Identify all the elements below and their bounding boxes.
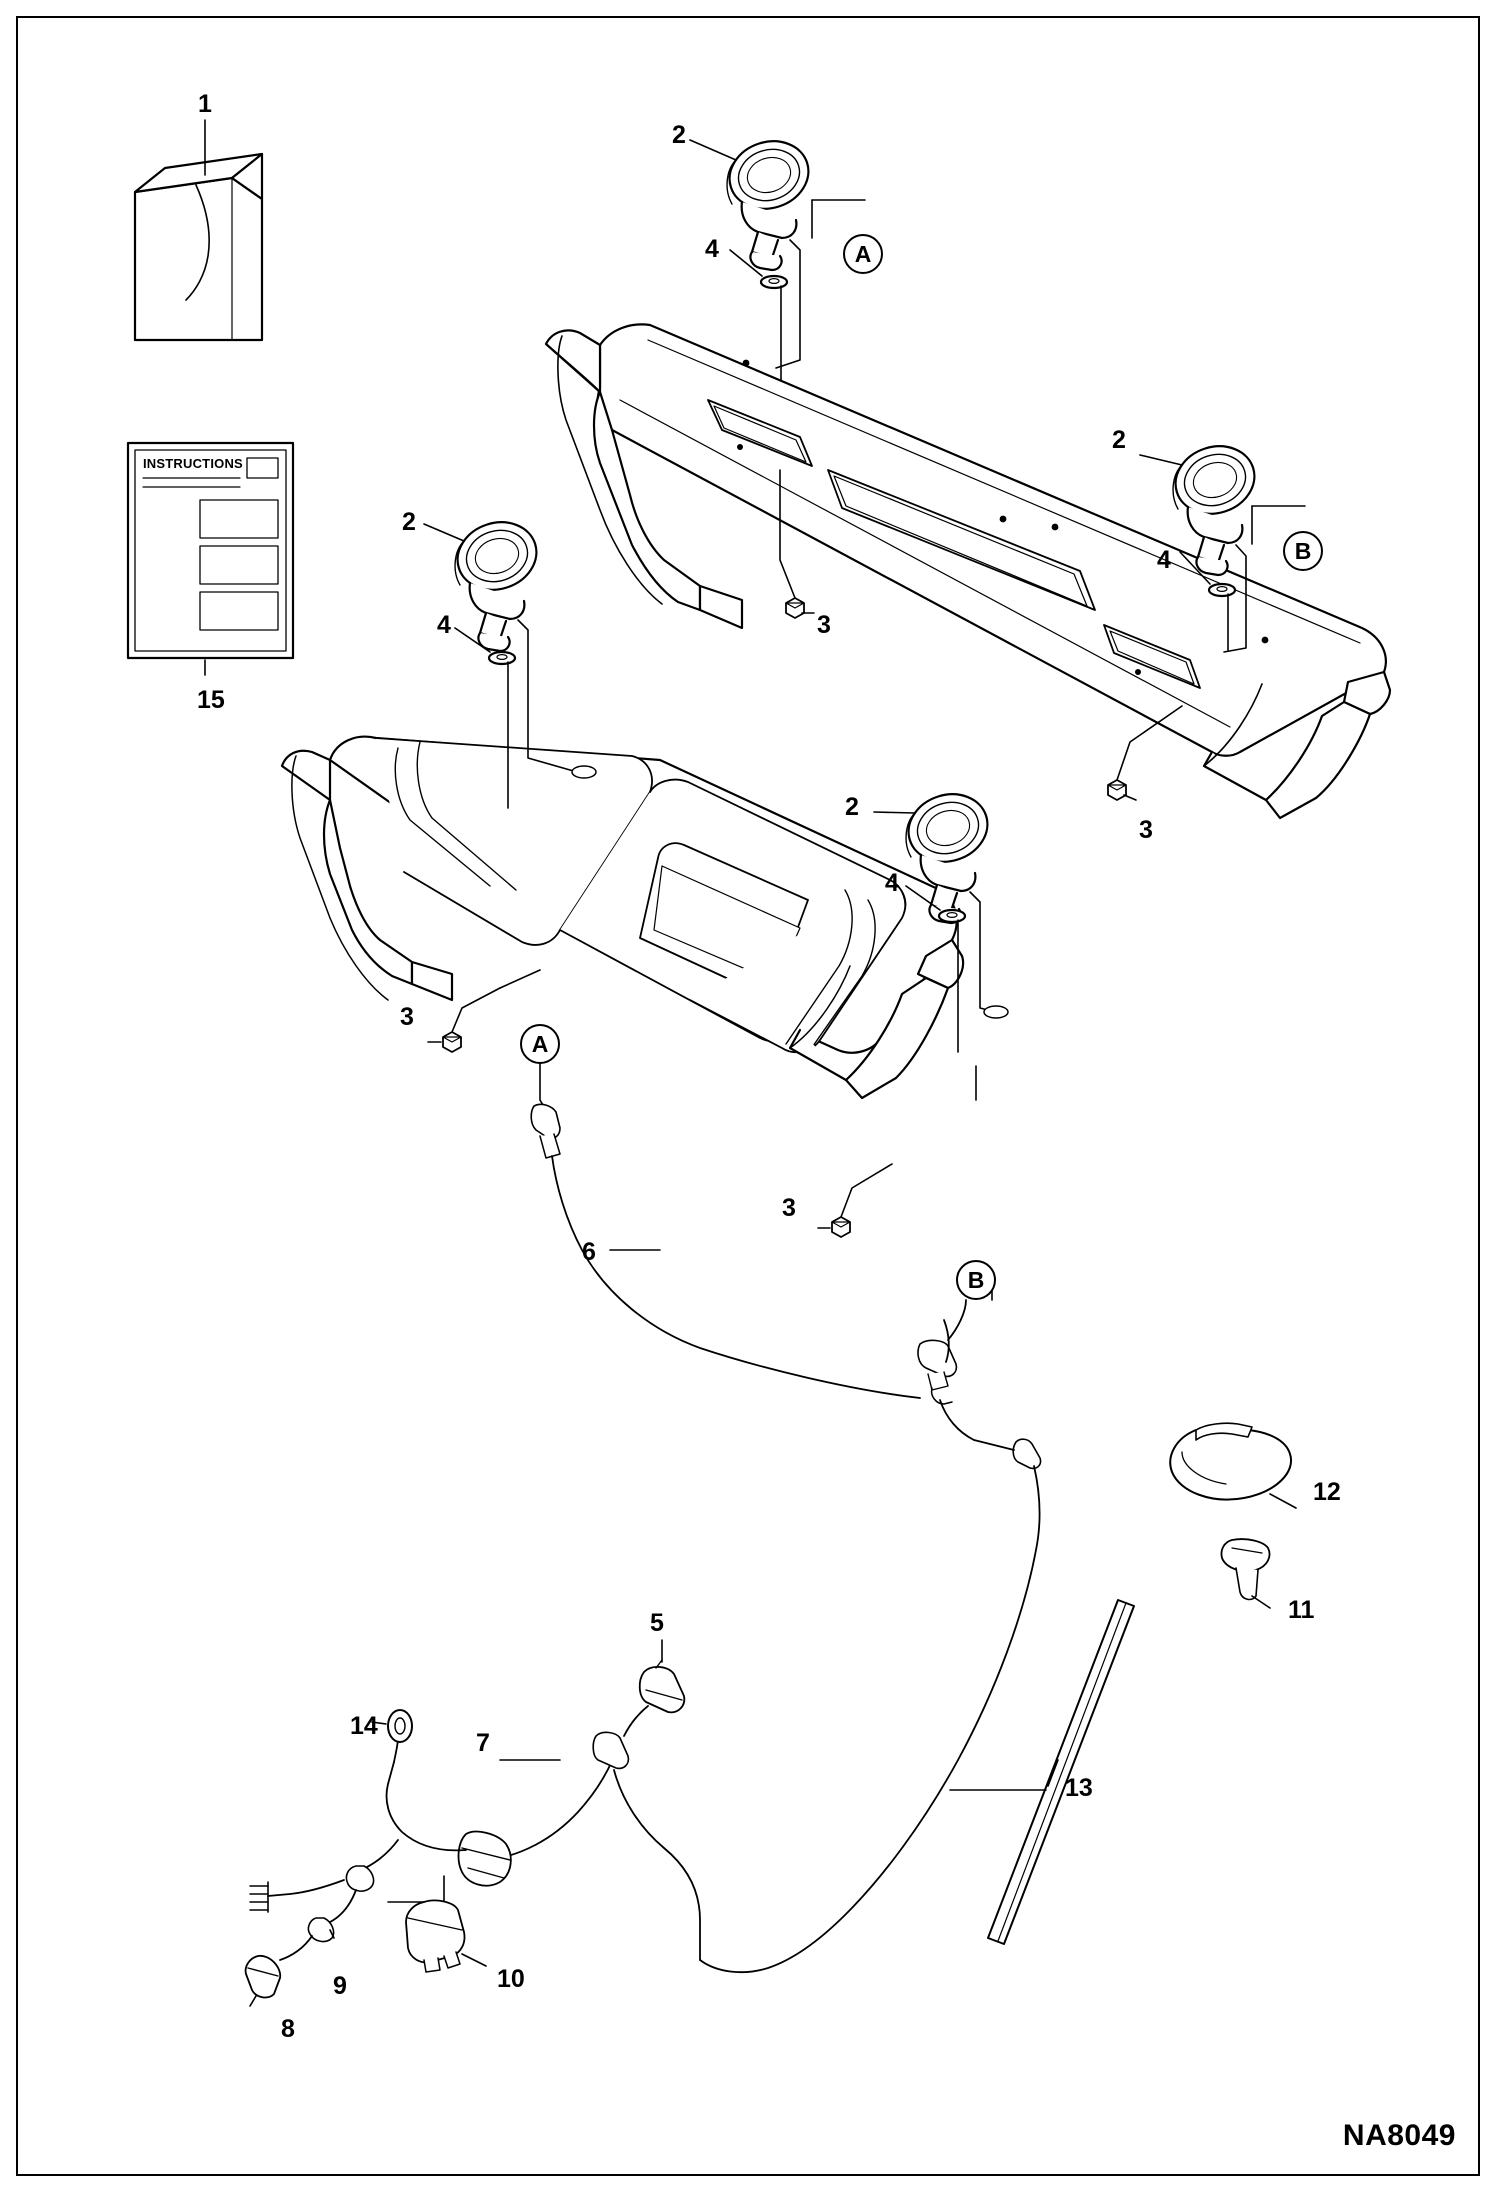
screw xyxy=(1221,1539,1269,1599)
main-connector-block xyxy=(459,1832,511,1886)
fuse xyxy=(246,1956,281,1998)
callout-2-mid-right: 2 xyxy=(845,793,859,821)
callout-4-top-right: 4 xyxy=(1157,546,1171,574)
nut-top-center xyxy=(786,598,804,618)
grommet xyxy=(388,1710,412,1742)
callout-14: 14 xyxy=(350,1712,378,1740)
section-marker-a-top: A xyxy=(843,234,883,274)
callout-4-top-left: 4 xyxy=(705,235,719,263)
callout-6: 6 xyxy=(582,1238,596,1266)
callout-15: 15 xyxy=(197,686,225,714)
callout-3-mid-right: 3 xyxy=(782,1194,796,1222)
carton-box xyxy=(135,154,262,340)
instruction-sheet-heading: INSTRUCTIONS xyxy=(143,456,243,471)
cable-tie xyxy=(1170,1423,1291,1499)
washer-mid-right xyxy=(939,910,965,922)
callout-9: 9 xyxy=(333,1972,347,2000)
washer-top-right xyxy=(1209,584,1235,596)
canopy-front-roof xyxy=(282,737,963,1098)
callout-8: 8 xyxy=(281,2015,295,2043)
section-marker-b-top: B xyxy=(1283,531,1323,571)
diagram-number: NA8049 xyxy=(1342,2119,1456,2152)
wire-harness-main xyxy=(246,1640,700,2006)
callout-2-mid-left: 2 xyxy=(402,508,416,536)
callout-4-mid-left: 4 xyxy=(437,611,451,639)
callout-11: 11 xyxy=(1288,1596,1315,1624)
lamp-top-left xyxy=(721,131,817,270)
callout-7: 7 xyxy=(476,1729,490,1757)
trim-strip xyxy=(988,1600,1134,1944)
stud-hole-mid-right xyxy=(984,1006,1008,1018)
callout-10: 10 xyxy=(497,1965,525,1993)
callout-3-top-center: 3 xyxy=(817,611,831,639)
nut-mid-right xyxy=(832,1217,850,1237)
wire-splitter xyxy=(346,1866,373,1891)
lamp-mid-left xyxy=(449,512,545,651)
callout-12: 12 xyxy=(1313,1478,1341,1506)
instruction-sheet xyxy=(128,443,293,658)
wire-harness-roof xyxy=(531,1104,1040,1972)
callout-4-mid-right: 4 xyxy=(885,869,899,897)
bullet-connector xyxy=(1013,1439,1040,1468)
harness-connector xyxy=(593,1732,628,1768)
callout-3-mid-left: 3 xyxy=(400,1003,414,1031)
connector-switch xyxy=(640,1660,685,1712)
relay xyxy=(406,1900,465,1972)
callout-1: 1 xyxy=(198,90,212,118)
callout-3-top-right: 3 xyxy=(1139,816,1153,844)
section-marker-a-mid: A xyxy=(520,1024,560,1064)
nut-mid-left xyxy=(443,1032,461,1052)
washer-mid-left xyxy=(489,652,515,664)
callout-5: 5 xyxy=(650,1609,664,1637)
nut-top-right xyxy=(1108,780,1126,800)
section-marker-b-mid: B xyxy=(956,1260,996,1300)
callout-13: 13 xyxy=(1065,1774,1093,1802)
stud-hole-mid-left xyxy=(572,766,596,778)
washer-top-left xyxy=(761,276,787,288)
inline-connector xyxy=(918,1340,956,1404)
callout-2-top-right: 2 xyxy=(1112,426,1126,454)
callout-2-top-left: 2 xyxy=(672,121,686,149)
canopy-rear-panel xyxy=(546,324,1390,821)
